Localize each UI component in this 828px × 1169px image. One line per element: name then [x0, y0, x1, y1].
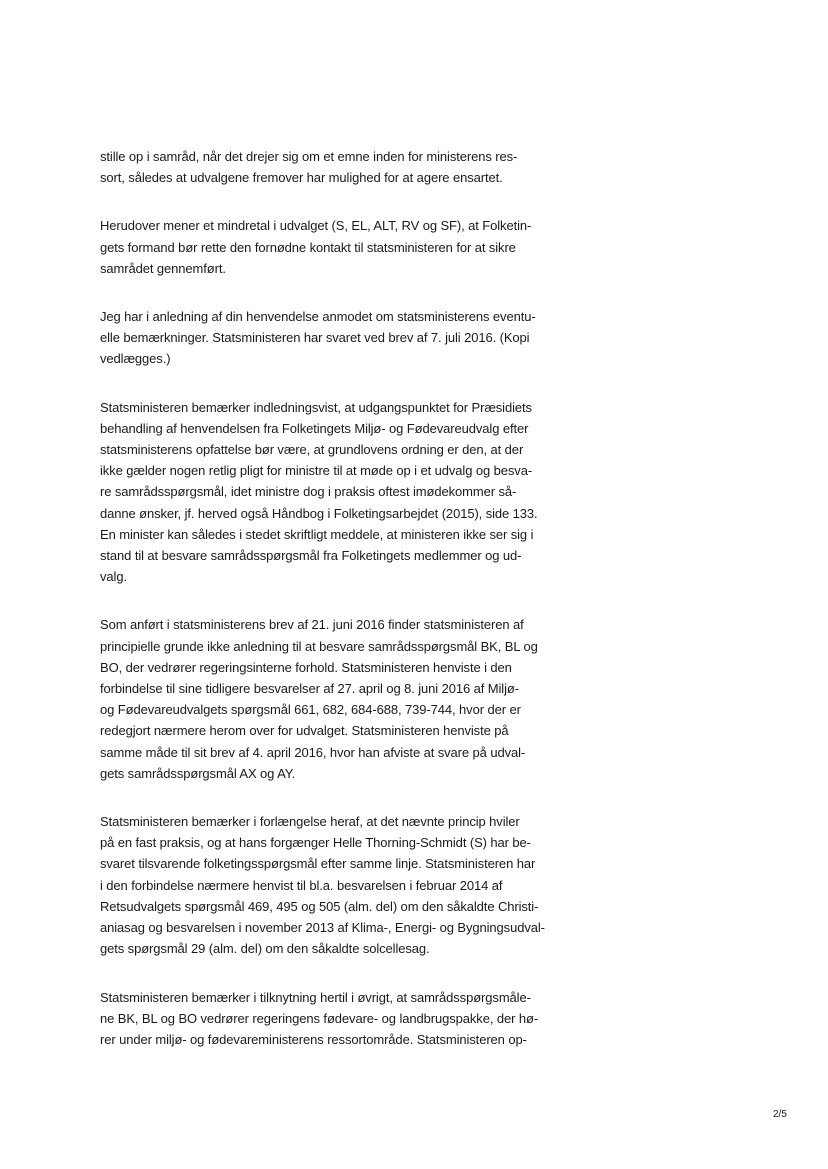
text-line: Som anført i statsministerens brev af 21. juni 2016 finder statsministeren af: [100, 617, 524, 633]
body-paragraph: [100, 614, 600, 784]
text-line: Jeg har i anledning af din henvendelse anmodet om statsministerens eventu-: [100, 309, 536, 325]
text-line: gets samrådsspørgsmål AX og AY.: [100, 765, 296, 781]
text-line: rer under miljø- og fødevareministerens ressortområde. Statsministeren op-: [100, 1031, 527, 1047]
text-line: og Fødevareudvalgets spørgsmål 661, 682, 684-688, 739-744, hvor der er: [100, 702, 521, 718]
body-paragraph: [100, 811, 600, 959]
text-line: aniasag og besvarelsen i november 2013 af Klima-, Energi- og Bygningsudval-: [100, 920, 545, 936]
body-paragraph: [100, 306, 600, 370]
text-line: Herudover mener et mindretal i udvalget (S, EL, ALT, RV og SF), at Folketin-: [100, 218, 532, 234]
text-line: i den forbindelse nærmere henvist til bl.a. besvarelsen i februar 2014 af: [100, 877, 503, 893]
text-line: En minister kan således i stedet skriftligt meddele, at ministeren ikke ser sig i: [100, 526, 534, 542]
text-line: forbindelse til sine tidligere besvarelser af 27. april og 8. juni 2016 af Miljø-: [100, 681, 519, 697]
text-line: danne ønsker, jf. herved også Håndbog i Folketingsarbejdet (2015), side 133.: [100, 505, 538, 521]
text-line: Statsministeren bemærker indledningsvist, at udgangspunktet for Præsidiets: [100, 399, 532, 415]
text-line: ne BK, BL og BO vedrører regeringens fødevare- og landbrugspakke, der hø-: [100, 1010, 539, 1026]
text-line: elle bemærkninger. Statsministeren har svaret ved brev af 7. juli 2016. (Kopi: [100, 330, 530, 346]
text-line: stille op i samråd, når det drejer sig om et emne inden for ministerens res-: [100, 149, 518, 164]
text-line: re samrådsspørgsmål, idet ministre dog i praksis oftest imødekommer så-: [100, 484, 517, 500]
text-line: samme måde til sit brev af 4. april 2016, hvor han afviste at svare på udval-: [100, 744, 526, 760]
text-line: stand til at besvare samrådsspørgsmål fra Folketingets medlemmer og ud-: [100, 548, 522, 564]
text-line: svaret tilsvarende folketingsspørgsmål efter samme linje. Statsministeren har: [100, 856, 536, 872]
body-paragraph: [100, 146, 600, 188]
body-paragraph: [100, 987, 600, 1051]
text-line: gets spørgsmål 29 (alm. del) om den såkaldte solcellesag.: [100, 941, 430, 957]
text-line: Statsministeren bemærker i forlængelse heraf, at det nævnte princip hviler: [100, 814, 520, 830]
text-line: samrådet gennemført.: [100, 260, 226, 276]
text-line: sort, således at udvalgene fremover har mulighed for at agere ensartet.: [100, 170, 503, 186]
text-line: ikke gælder nogen retlig pligt for ministre til at møde op i et udvalg og besva-: [100, 463, 533, 479]
text-line: på en fast praksis, og at hans forgænger Helle Thorning-Schmidt (S) har be-: [100, 835, 531, 851]
text-line: gets formand bør rette den fornødne kontakt til statsministeren for at sikre: [100, 239, 516, 255]
body-paragraph: [100, 215, 600, 279]
text-line: valg.: [100, 569, 127, 585]
letter-body: [100, 146, 600, 1077]
text-line: behandling af henvendelsen fra Folketingets Miljø- og Fødevareudvalg efter: [100, 420, 529, 436]
page-number: 2/5: [773, 1109, 787, 1120]
text-line: Retsudvalgets spørgsmål 469, 495 og 505 (alm. del) om den såkaldte Christi-: [100, 898, 539, 914]
text-line: redegjort nærmere herom over for udvalget. Statsministeren henviste på: [100, 723, 509, 739]
text-line: vedlægges.): [100, 351, 171, 367]
text-line: BO, der vedrører regeringsinterne forhold. Statsministeren henviste i den: [100, 659, 512, 675]
text-line: Statsministeren bemærker i tilknytning hertil i øvrigt, at samrådsspørgsmåle-: [100, 989, 531, 1005]
text-line: principielle grunde ikke anledning til at besvare samrådsspørgsmål BK, BL og: [100, 638, 538, 654]
text-line: statsministerens opfattelse bør være, at grundlovens ordning er den, at der: [100, 442, 524, 458]
body-paragraph: [100, 397, 600, 588]
